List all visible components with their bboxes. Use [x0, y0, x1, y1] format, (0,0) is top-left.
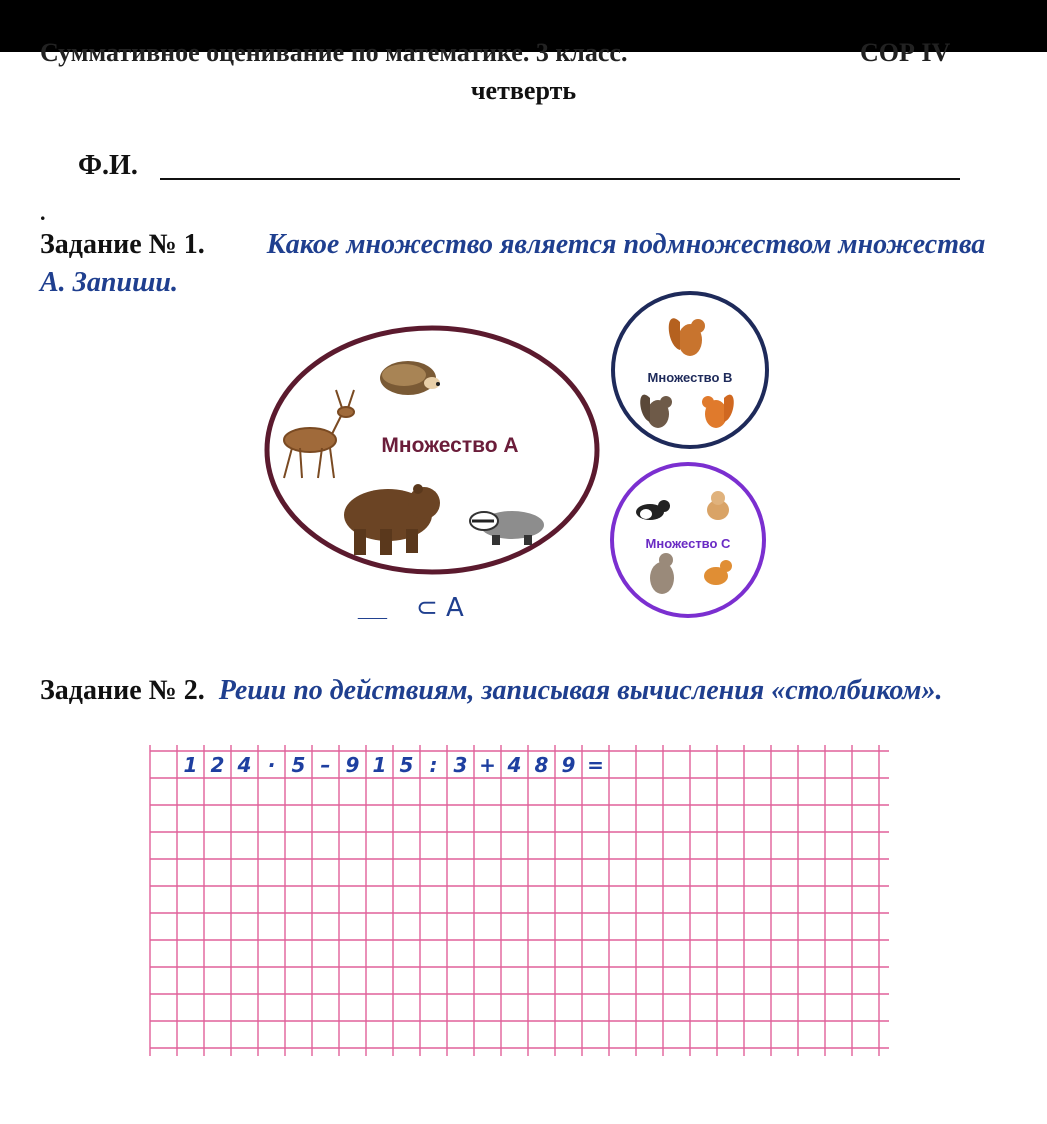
- squirrel-icon: [640, 395, 672, 428]
- hedgehog-icon: [380, 361, 440, 395]
- task-2-label: Задание № 2.: [40, 675, 205, 706]
- bear-icon: [344, 484, 440, 555]
- expression-cell: :: [429, 753, 438, 777]
- math-grid: [150, 745, 890, 1065]
- squirrel-icon: [669, 318, 705, 356]
- expression-cell: 9: [345, 753, 360, 777]
- header-quarter: четверть: [470, 76, 577, 105]
- set-c-label: Множество С: [645, 536, 731, 551]
- expression-cell: 1: [372, 753, 387, 777]
- cat-icon: [636, 500, 670, 520]
- expression-cell: 2: [210, 753, 225, 777]
- task-1-text: Какое множество является подмножеством множества А. Запиши.: [40, 229, 986, 298]
- task-1: [40, 226, 1000, 302]
- expression-cell: 9: [561, 753, 576, 777]
- fio-underline: [160, 178, 960, 180]
- expression-cell: 3: [453, 753, 468, 777]
- answer-blank: __: [358, 592, 387, 622]
- expression-cell: 5: [291, 753, 306, 777]
- subset-symbol: ⊂ А: [416, 593, 464, 623]
- expression-cell: 4: [507, 753, 522, 777]
- header-title-cut: [0, 38, 1047, 67]
- task-1-label: Задание № 1.: [40, 229, 205, 260]
- set-b-label: Множество В: [647, 370, 733, 385]
- bullet-dot: .: [40, 200, 46, 225]
- expression-cell: 8: [534, 753, 549, 777]
- expression-cell: 5: [399, 753, 414, 777]
- sets-figure: [250, 300, 790, 630]
- badger-icon: [470, 511, 544, 545]
- set-a-label: Множество А: [381, 434, 519, 457]
- expression-cell: –: [320, 753, 331, 777]
- deer-icon: [284, 390, 354, 478]
- kitten-icon: [707, 491, 729, 520]
- header-title: Суммативное оценивание по математике. 3 класс.: [40, 38, 628, 67]
- fio-label: Ф.И.: [78, 150, 138, 181]
- cat-icon: [650, 553, 674, 594]
- kitten-icon: [704, 560, 732, 585]
- squirrel-icon: [702, 395, 734, 428]
- header-term: СОР IV: [860, 38, 951, 67]
- expression-cell: 4: [237, 753, 252, 777]
- expression-cell: 1: [183, 753, 198, 777]
- expression-cell: +: [479, 753, 496, 777]
- expression-cell: ·: [267, 753, 276, 777]
- task-2: [40, 672, 1000, 710]
- expression-cell: =: [587, 753, 604, 777]
- task-2-text: Реши по действиям, записывая вычисления «столбиком».: [218, 675, 943, 706]
